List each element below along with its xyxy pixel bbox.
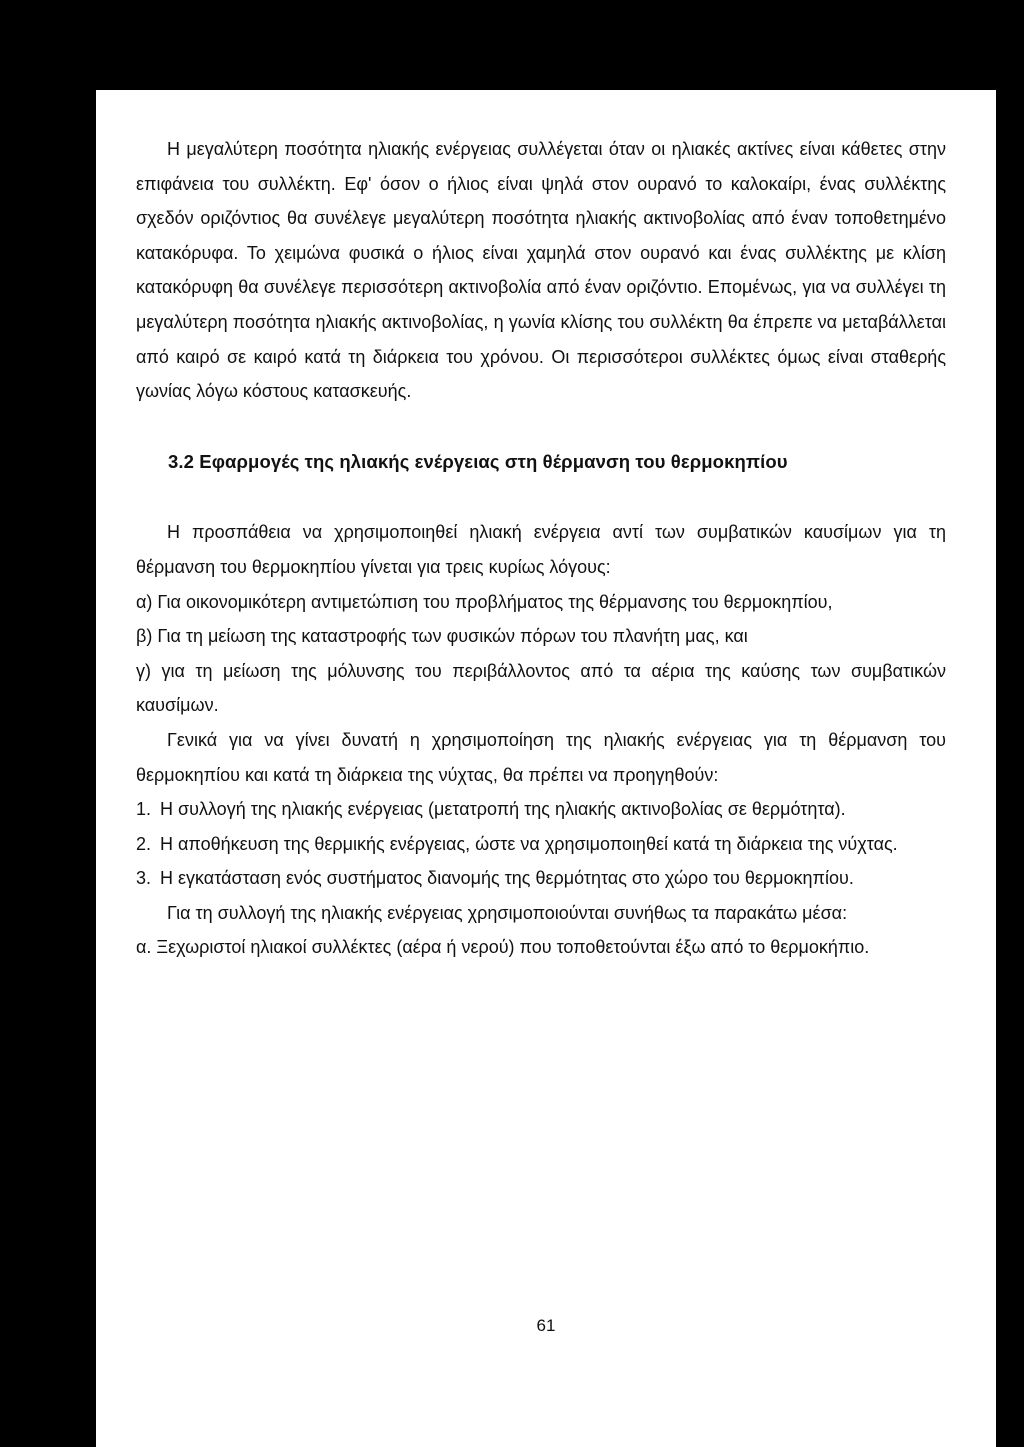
prerequisite-text: Η εγκατάσταση ενός συστήματος διανομής της θερμότητας στο χώρο του θερμοκηπίου.: [160, 868, 854, 889]
reason-item: α) Για οικονομικότερη αντιμετώπιση του προβλήματος της θέρμανσης του θερμοκηπίου,: [136, 591, 833, 612]
intro-paragraph: Η μεγαλύτερη ποσότητα ηλιακής ενέργειας συλλέγεται όταν οι ηλιακές ακτίνες είναι κάθετες στην επιφάνεια του συλλέκτη. Εφ' όσον ο ήλιος είναι ψηλά στον ουρανό το καλοκαίρι, ένας συλλέκτης σχεδόν οριζόντιος θα συνέλεγε μεγαλύτερη ποσότητα ηλιακής ακτινοβολίας από έναν τοποθετημένο κατακόρυφα. Το χειμώνα φυσικά ο ήλιος είναι χαμηλά στον ουρανό και ένας συλλέκτης με κλίση κατακόρυφη θα συνέλεγε περισσότερη ακτινοβολία από έναν οριζόντιο. Επομένως, για να συλλέγει τη μεγαλύτερη ποσότητα ηλιακής ακτινοβολίας, η γωνία κλίσης του συλλέκτη θα έπρεπε να μεταβάλλεται από καιρό σε καιρό κατά τη διάρκεια του χρόνου. Οι περισσότεροι συλλέκτες όμως είναι σταθερής γωνίας λόγω κόστους κατασκευής.: [136, 139, 946, 402]
collection-intro-paragraph: Για τη συλλογή της ηλιακής ενέργειας χρησιμοποιούνται συνήθως τα παρακάτω μέσα:: [167, 902, 848, 923]
reason-item: γ) για τη μείωση της μόλυνσης του περιβάλλοντος από τα αέρια της καύσης των συμβατικών καυσίμων.: [136, 660, 946, 716]
prerequisite-item: [136, 861, 946, 896]
prerequisite-text: Η αποθήκευση της θερμικής ενέργειας, ώστε να χρησιμοποιηθεί κατά τη διάρκεια της νύχτας.: [160, 833, 898, 854]
document-page: [96, 90, 996, 1447]
prerequisite-number: 3.: [136, 868, 152, 889]
collection-item: α. Ξεχωριστοί ηλιακοί συλλέκτες (αέρα ή νερού) που τοποθετούνται έξω από το θερμοκήπιο.: [136, 937, 870, 958]
prerequisite-text: Η συλλογή της ηλιακής ενέργειας (μετατροπή της ηλιακής ακτινοβολίας σε θερμότητα).: [160, 799, 846, 820]
reasons-intro-paragraph: Η προσπάθεια να χρησιμοποιηθεί ηλιακή ενέργεια αντί των συμβατικών καυσίμων για τη θέρμανση του θερμοκηπίου γίνεται για τρεις κυρίως λόγους:: [136, 522, 946, 577]
page-number: 61: [536, 1316, 556, 1335]
section-heading: 3.2 Εφαρμογές της ηλιακής ενέργειας στη θέρμανση του θερμοκηπίου: [168, 450, 788, 472]
prerequisite-item: [136, 792, 946, 827]
prerequisites-intro-paragraph: Γενικά για να γίνει δυνατή η χρησιμοποίηση της ηλιακής ενέργειας για τη θέρμανση του θερμοκηπίου και κατά τη διάρκεια της νύχτας, θα πρέπει να προηγηθούν:: [136, 729, 946, 785]
reason-item: β) Για τη μείωση της καταστροφής των φυσικών πόρων του πλανήτη μας, και: [136, 626, 748, 647]
prerequisite-item: [136, 827, 946, 862]
prerequisite-number: 2.: [136, 833, 152, 854]
page-content: [136, 132, 946, 965]
prerequisite-number: 1.: [136, 799, 152, 820]
